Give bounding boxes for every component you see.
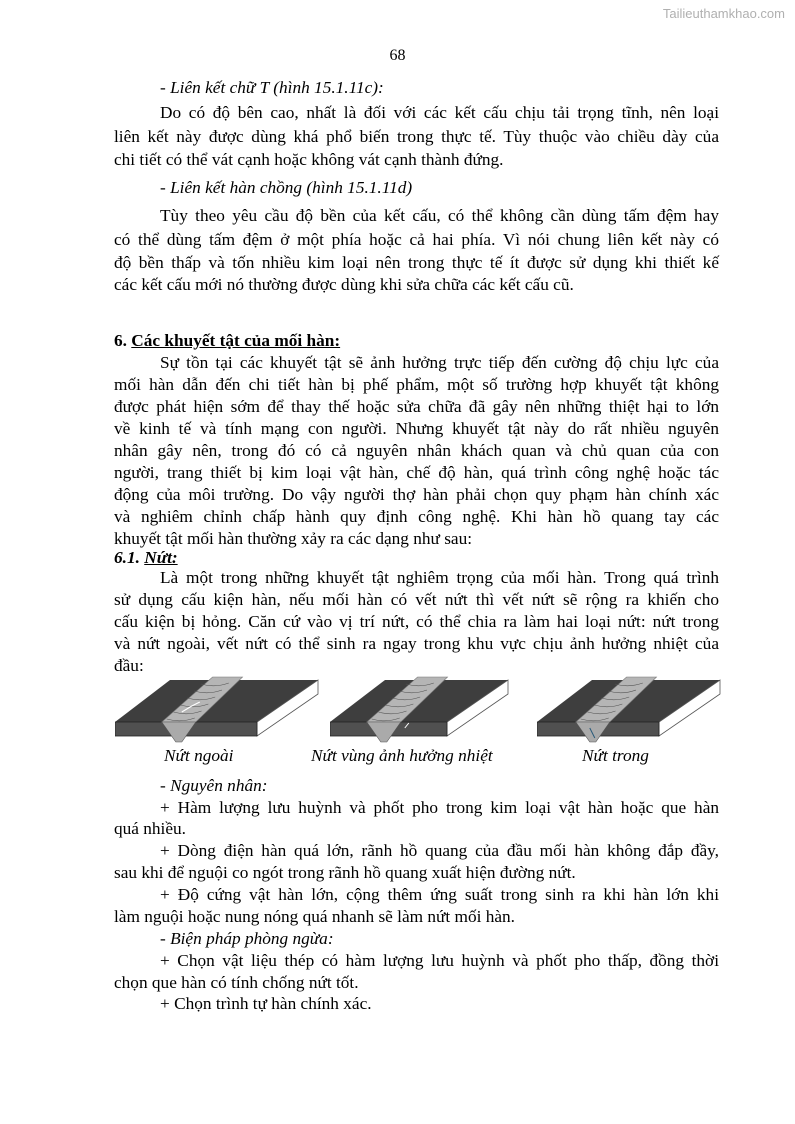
paragraph-line: + Chọn vật liệu thép có hàm lượng lưu huỳnh và phốt pho thấp, đồng thời: [160, 951, 719, 970]
paragraph-line: động của môi trường. Do vậy người thợ hàn phải chọn quy phạm hàn chính xác: [114, 485, 719, 504]
heading: [114, 330, 719, 352]
heading-number: 6.1.: [114, 548, 145, 567]
paragraph-line: + Dòng điện hàn quá lớn, rãnh hồ quang của đầu mối hàn không đắp đầy,: [160, 841, 719, 860]
figure-haz-crack: [330, 674, 510, 749]
weld-plate-illustration: [537, 674, 722, 744]
paragraph-line: Do có độ bên cao, nhất là đối với các kết cấu chịu tải trọng tĩnh, nên loại: [160, 103, 719, 122]
weld-plate-illustration: [330, 674, 510, 744]
paragraph-line: + Hàm lượng lưu huỳnh và phốt pho trong kim loại vật hàn hoặc que hàn: [160, 798, 719, 817]
paragraph-line: khuyết tật mối hàn thường xảy ra các dạng như sau:: [114, 529, 473, 548]
paragraph-line: các kết cấu mới nó thường được dùng khi sửa chữa các kết cấu cũ.: [114, 275, 574, 294]
paragraph-line: Là một trong những khuyết tật nghiêm trọng của mối hàn. Trong quá trình: [160, 568, 719, 587]
subheading: [114, 547, 719, 569]
paragraph-line: mối hàn dẫn đến chi tiết hàn bị phế phẩm, một số trường hợp khuyết tật không: [114, 375, 719, 394]
paragraph-line: về kinh tế và tính mạng con người. Nhưng khuyết tật này do rất nhiều nguyên: [114, 419, 719, 438]
heading-number: 6.: [114, 331, 132, 350]
subtitle-line: - Liên kết chữ T (hình 15.1.11c):: [160, 78, 384, 97]
paragraph-line: chi tiết có thể vát cạnh hoặc không vát cạnh thành đứng.: [114, 150, 504, 169]
figure-surface-crack: [115, 674, 320, 749]
weld-plate-illustration: [115, 674, 320, 744]
figure-internal-crack: [537, 674, 722, 749]
paragraph-line: Sự tồn tại các khuyết tật sẽ ảnh hưởng trực tiếp đến cường độ chịu lực của: [160, 353, 719, 372]
subtitle-line: - Liên kết hàn chồng (hình 15.1.11d): [160, 178, 413, 197]
paragraph-line: sau khi để nguội co ngót trong rãnh hồ quang xuất hiện đường nứt.: [114, 863, 576, 882]
paragraph-line: cấu kiện bị hỏng. Căn cứ vào vị trí nứt, có thể chia ra làm hai loại nứt: nứt trong: [114, 612, 719, 631]
paragraph-line: làm nguội hoặc nung nóng quá nhanh sẽ làm nứt mối hàn.: [114, 907, 516, 926]
paragraph-line: có thể dùng tấm đệm ở một phía hoặc cả hai phía. Vì nói chung liên kết này có: [114, 230, 719, 249]
paragraph-line: được phát hiện sớm để thay thế hoặc sửa chữa đã gây nên những thiệt hại to lớn: [114, 397, 719, 416]
paragraph-line: quá nhiều.: [114, 819, 186, 838]
paragraph-line: và nứt ngoài, vết nứt có thể sinh ra ngay trong khu vực chịu ảnh hưởng nhiệt của: [114, 634, 719, 653]
paragraph-line: độ bền thấp và tốn nhiều kim loại nên trong thực tế ít được sử dụng khi thiết kế: [114, 253, 719, 272]
figure-caption: Nứt trong: [582, 746, 649, 765]
paragraph-line: sử dụng cấu kiện hàn, nếu mối hàn có vết nứt thì vết nứt sẽ rộng ra khiến cho: [114, 590, 719, 609]
watermark: Tailieuthamkhao.com: [662, 6, 785, 21]
paragraph-line: chọn que hàn có tính chống nứt tốt.: [114, 973, 359, 992]
subtitle-line: - Nguyên nhân:: [160, 776, 268, 795]
heading-text: Các khuyết tật của mối hàn:: [131, 331, 341, 350]
subtitle-line: - Biện pháp phòng ngừa:: [160, 929, 334, 948]
page-number: 68: [389, 47, 406, 64]
paragraph-line: đầu:: [114, 656, 144, 675]
paragraph-line: liên kết này được dùng khá phổ biến trong thực tế. Tùy thuộc vào chiều dày của: [114, 127, 719, 146]
paragraph-line: + Độ cứng vật hàn lớn, cộng thêm ứng suất trong sinh ra khi hàn lớn khi: [160, 885, 719, 904]
paragraph-line: Tùy theo yêu cầu độ bền của kết cấu, có thể không cần dùng tấm đệm hay: [160, 206, 719, 225]
paragraph-line: người, trang thiết bị kim loại vật hàn, chế độ hàn, quá trình công nghệ hoặc tác: [114, 463, 719, 482]
paragraph-line: + Chọn trình tự hàn chính xác.: [160, 994, 372, 1013]
heading-text: Nứt:: [144, 548, 178, 567]
paragraph-line: và nghiêm chỉnh chấp hành quy định công nghệ. Khi hàn hồ quang tay các: [114, 507, 719, 526]
figure-caption: Nứt ngoài: [164, 746, 234, 765]
figure-caption: Nứt vùng ảnh hưởng nhiệt: [311, 746, 493, 765]
paragraph-line: nhân gây nên, trong đó có cả nguyên nhân khách quan và chủ quan của con: [114, 441, 719, 460]
